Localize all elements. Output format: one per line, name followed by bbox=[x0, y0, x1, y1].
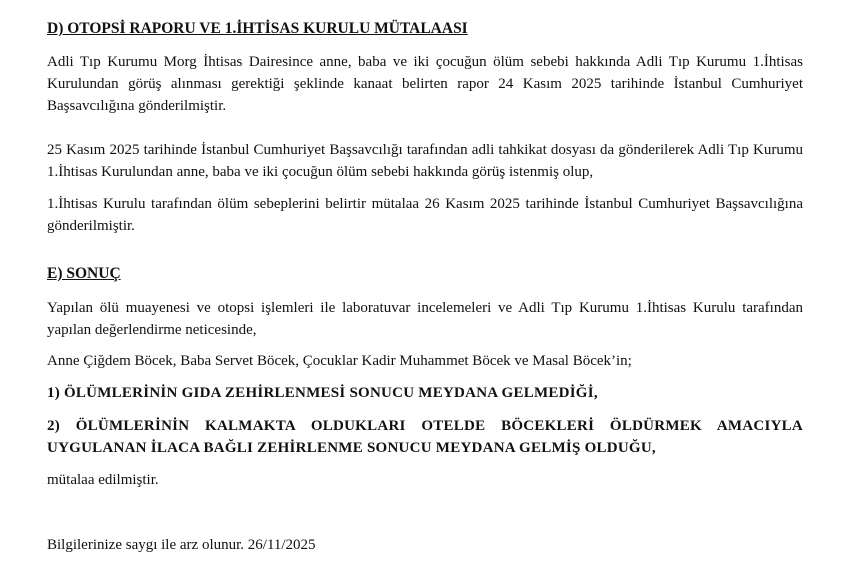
section-d-paragraph-2: 25 Kasım 2025 tarihinde İstanbul Cumhuriyet Başsavcılığı tarafından adli tahkikat dosyası da gönderilerek Adli Tıp Kurumu 1.İhtisas Kurulundan anne, baba ve iki çocuğun ölüm sebebi hakkında görüş istenmiş olup, bbox=[47, 142, 803, 180]
section-e-paragraph-1: Yapılan ölü muayenesi ve otopsi işlemleri ile laboratuvar incelemeleri ve Adli Tıp Kurumu 1.İhtisas Kurulu tarafından yapılan değerlendirme neticesinde, bbox=[47, 300, 803, 338]
conclusion-item-1: 1) ÖLÜMLERİNİN GIDA ZEHİRLENMESİ SONUCU MEYDANA GELMEDİĞİ, bbox=[47, 385, 598, 401]
section-e-paragraph-2: Anne Çiğdem Böcek, Baba Servet Böcek, Çocuklar Kadir Muhammet Böcek ve Masal Böcek’in; bbox=[47, 353, 632, 369]
signoff-line: Bilgilerinize saygı ile arz olunur. 26/11/2025 bbox=[47, 537, 316, 553]
section-d-paragraph-3: 1.İhtisas Kurulu tarafından ölüm sebeplerini belirtir mütalaa 26 Kasım 2025 tarihinde İstanbul Cumhuriyet Başsavcılığına gönderilmiştir. bbox=[47, 196, 803, 234]
conclusion-item-2: 2) ÖLÜMLERİNİN KALMAKTA OLDUKLARI OTELDE BÖCEKLERİ ÖLDÜRMEK AMACIYLA UYGULANAN İLACA BAĞLI ZEHİRLENME SONUCU MEYDANA GELMİŞ OLDUĞU, bbox=[47, 418, 803, 456]
section-e-closing: mütalaa edilmiştir. bbox=[47, 472, 159, 488]
section-e-heading: E) SONUÇ bbox=[47, 265, 121, 282]
section-d-paragraph-1: Adli Tıp Kurumu Morg İhtisas Dairesince anne, baba ve iki çocuğun ölüm sebebi hakkında Adli Tıp Kurumu 1.İhtisas Kurulundan görüş alınması gerektiği şeklinde kanaat belirten rapor 24 Kasım 2025 tarihinde İstanbul Cumhuriyet Başsavcılığına gönderilmiştir. bbox=[47, 54, 803, 114]
section-d-heading: D) OTOPSİ RAPORU VE 1.İHTİSAS KURULU MÜTALAASI bbox=[47, 20, 468, 37]
